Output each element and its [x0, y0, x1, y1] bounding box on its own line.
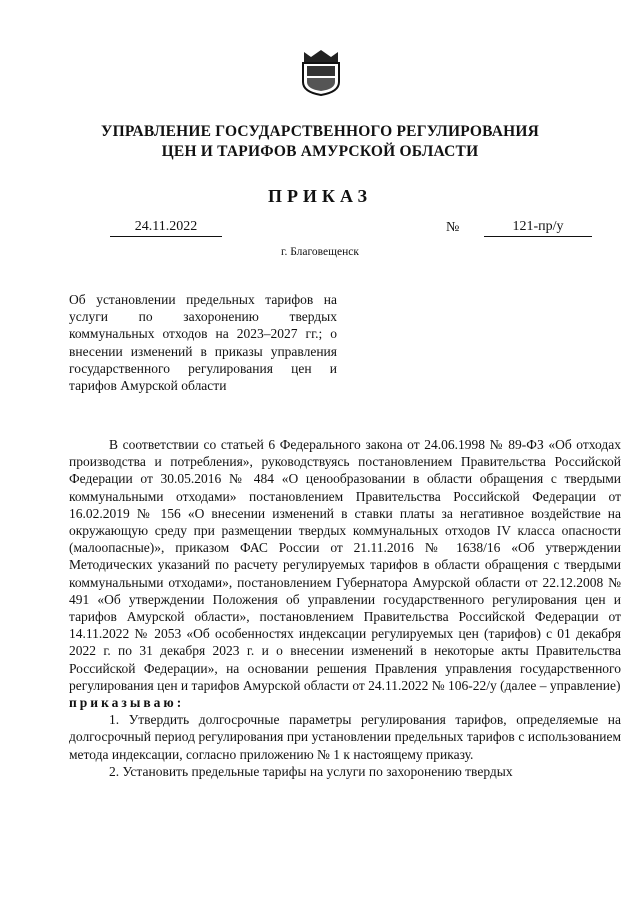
- document-number: 121-пр/у: [484, 218, 592, 237]
- preamble-paragraph: В соответствии со статьей 6 Федерального закона от 24.06.1998 № 89-ФЗ «Об отходах производства и потребления», руководствуясь постановлением Правительства Российской Федерации от 30.05.2016 № 484 «О ценообразовании в области обращения с твердыми коммунальными отходами» постановлением Правительства Российской Федерации от 16.02.2019 № 156 «О внесении изменений в ставки платы за негативное воздействие на окружающую среду при размещении твердых коммунальных отходов IV класса опасности (малоопасные)», приказом ФАС России от 21.11.2016 № 1638/16 «Об утверждении Методических указаний по расчету регулируемых тарифов в области обращения с твердыми коммунальными отходами», постановлением Губернатора Амурской области от 22.12.2008 № 491 «Об утверждении Положения об управлении государственного регулирования цен и тарифов Амурской области», постановлением Правительства Российской Федерации от 14.11.2022 № 2053 «Об особенностях индексации регулируемых цен (тарифов) с 01 декабря 2022 г. по 31 декабря 2023 г. и о внесении изменений в некоторые акты Правительства Российской Федерации», на основании решения Правления управления государственного регулирования цен и тарифов Амурской области от 24.11.2022 № 106-22/у (далее – управление): [69, 437, 621, 693]
- order-item-1: 1. Утвердить долгосрочные параметры регулирования тарифов, определяемые на долгосрочный период регулирования при установлении предельных тарифов с использованием метода индексации, согласно приложению № 1 к настоящему приказу.: [69, 712, 621, 762]
- document-date: 24.11.2022: [110, 218, 222, 237]
- organization-name: [0, 122, 640, 162]
- order-keyword: приказываю:: [69, 695, 185, 711]
- org-line-2: ЦЕН И ТАРИФОВ АМУРСКОЙ ОБЛАСТИ: [161, 143, 479, 160]
- coat-of-arms-icon: [300, 48, 342, 96]
- city: г. Благовещенск: [281, 246, 359, 258]
- number-sign: №: [446, 220, 460, 235]
- document-title: ПРИКАЗ: [267, 186, 373, 206]
- document-subject: Об установлении предельных тарифов на услуги по захоронению твердых коммунальных отходов на 2023–2027 гг.; о внесении изменений в приказы управления государственного регулирования цен и тарифов Амурской области: [69, 292, 337, 394]
- document-body: [69, 436, 621, 780]
- org-line-1: УПРАВЛЕНИЕ ГОСУДАРСТВЕННОГО РЕГУЛИРОВАНИЯ: [101, 123, 539, 140]
- order-item-2: 2. Установить предельные тарифы на услуги по захоронению твердых: [109, 763, 513, 779]
